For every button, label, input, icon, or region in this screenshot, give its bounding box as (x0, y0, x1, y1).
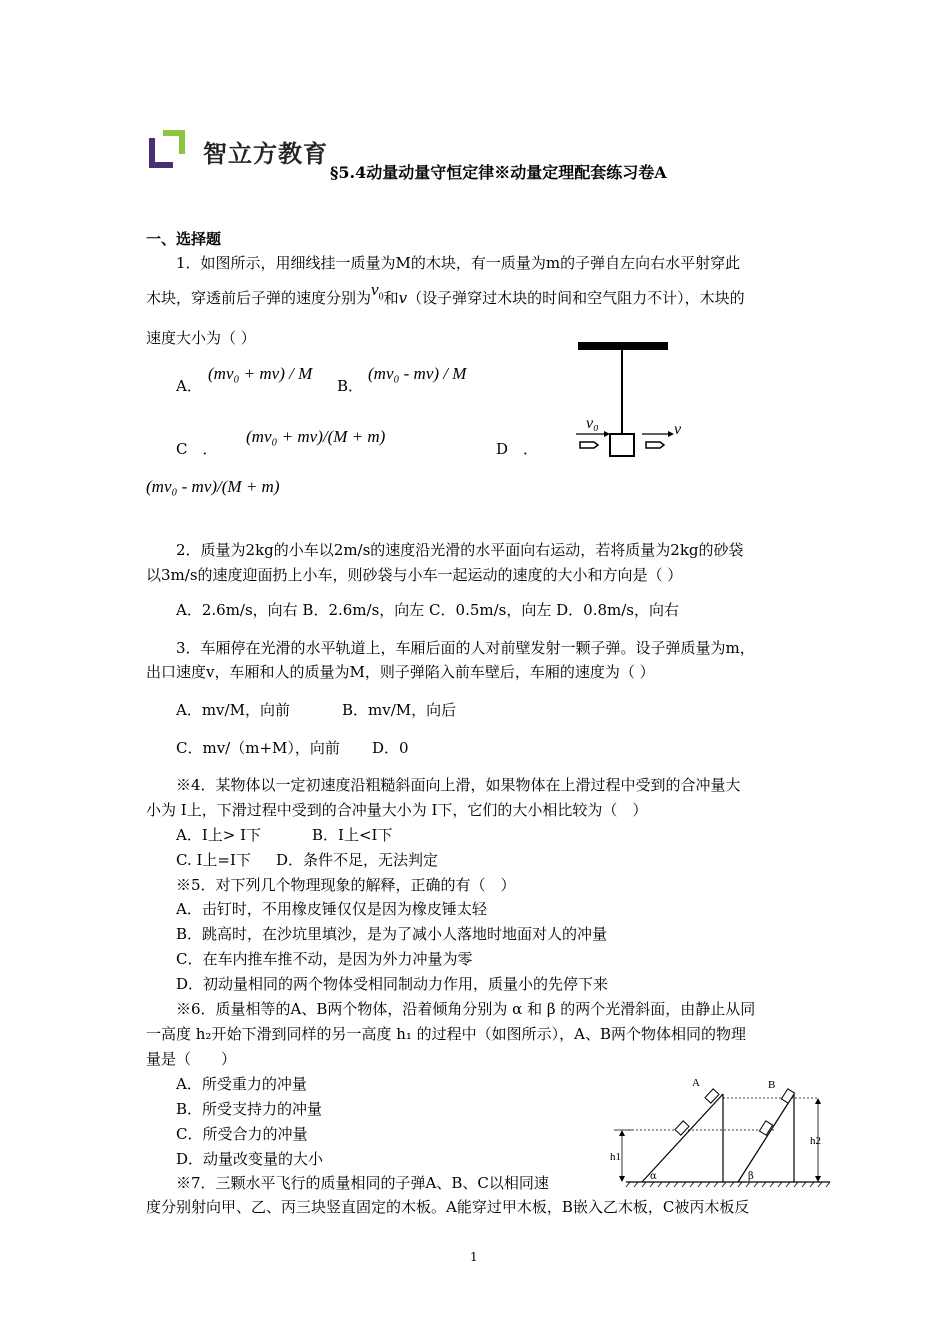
q6-fig-label-a: A (692, 1077, 700, 1089)
q6-fig-block-b-mid (759, 1121, 772, 1135)
q6-fig-h2-arrowhead-bottom (815, 1176, 821, 1182)
q6-fig-h1-arrowhead-top (619, 1130, 625, 1136)
q1-line2-post: （设子弹穿过木块的时间和空气阻力不计），木块的 (407, 289, 745, 307)
q6-figure (608, 1072, 838, 1192)
q6-fig-h2-arrowhead-top (815, 1098, 821, 1104)
q6-option-d: D．动量改变量的大小 (176, 1150, 324, 1168)
q1-line2 (146, 280, 745, 315)
q6-fig-h1-arrowhead-bottom (619, 1176, 625, 1182)
q7-line2: 度分别射向甲、乙、丙三块竖直固定的木板。A能穿过甲木板，B嵌入乙木板，C被丙木板反 (146, 1198, 750, 1216)
q1-option-a: (mv₀ + mv) / M (208, 364, 313, 383)
q1-v0-symbol: v (371, 280, 379, 299)
q1-fig-bullet-after (646, 442, 664, 448)
q4-option-b: B．I上<I下 (312, 826, 393, 844)
q2-options: A．2.6m/s，向右 B．2.6m/s，向左 C．0.5m/s，向左 D．0.8m/s，向右 (176, 601, 679, 619)
q1-figure (572, 338, 692, 468)
q6-fig-incline-b (738, 1094, 794, 1182)
q1-option-a-label: A． (176, 377, 202, 395)
q6-option-c: C．所受合力的冲量 (176, 1125, 308, 1143)
q6-line2: 一高度 h₂开始下滑到同样的另一高度 h₁ 的过程中（如图所示），A、B两个物体相同的物理 (146, 1025, 747, 1043)
logo (147, 128, 337, 172)
q1-v: v (398, 289, 408, 307)
q5-option-a: A．击钉时，不用橡皮锤仅仅是因为橡皮锤太轻 (176, 900, 487, 918)
q4-option-d: D．条件不足，无法判定 (276, 851, 439, 869)
q1-line1: 1．如图所示，用细线挂一质量为M的木块，有一质量为m的子弹自左向右水平射穿此 (176, 254, 741, 272)
q1-option-c-label: C ． (176, 440, 218, 458)
section-title: 一、选择题 (146, 230, 222, 248)
q4-option-c: C. I上=I下 (176, 851, 251, 869)
q6-fig-incline-a (642, 1094, 723, 1182)
q6-line3: 量是（ ） (146, 1050, 237, 1068)
q3-option-d: D．0 (372, 739, 409, 757)
q3-option-a: A．mv/M，向前 (176, 701, 290, 719)
q4-option-a: A．I上> I下 (176, 826, 262, 844)
q5-line1: ※5．对下列几个物理现象的解释，正确的有（ ） (176, 876, 516, 894)
q1-fig-label-v: v (674, 421, 682, 438)
q6-fig-block-b-top (781, 1089, 794, 1103)
q4-line2: 小为 I上，下滑过程中受到的合冲量大小为 I下，它们的大小相比较为（ ） (146, 801, 648, 819)
q1-line3: 速度大小为（ ） (146, 329, 256, 347)
q6-fig-ground-hatch (626, 1182, 830, 1187)
q5-option-d: D．初动量相同的两个物体受相同制动力作用，质量小的先停下来 (176, 975, 609, 993)
q3-line1: 3．车厢停在光滑的水平轨道上，车厢后面的人对前壁发射一颗子弹。设子弹质量为m， (176, 639, 755, 657)
q1-line2-pre: 木块，穿透前后子弹的速度分别为 (146, 289, 372, 307)
q1-option-b: (mv₀ - mv) / M (368, 364, 467, 383)
q2-line2: 以3m/s的速度迎面扔上小车，则砂袋与小车一起运动的速度的大小和方向是（ ） (146, 566, 683, 584)
q1-option-c: (mv₀ + mv)/(M + m) (246, 427, 386, 446)
q6-fig-label-alpha: α (650, 1171, 657, 1182)
q3-option-b: B．mv/M，向后 (342, 701, 457, 719)
q1-fig-bullet-before (580, 442, 598, 448)
q6-fig-label-h2: h2 (810, 1135, 821, 1147)
q6-fig-label-h1: h1 (610, 1151, 621, 1163)
logo-text: 智立方教育 (203, 140, 328, 168)
q6-fig-label-b: B (768, 1079, 776, 1091)
q7-line1: ※7．三颗水平飞行的质量相同的子弹A、B、C以相同速 (176, 1174, 549, 1192)
q4-line1: ※4．某物体以一定初速度沿粗糙斜面向上滑，如果物体在上滑过程中受到的合冲量大 (176, 776, 741, 794)
q1-option-d-label: D ． (496, 440, 539, 458)
q1-fig-label-v0: v₀ (586, 415, 599, 432)
q6-option-a: A．所受重力的冲量 (176, 1075, 307, 1093)
q1-option-b-label: B． (337, 377, 364, 395)
page-title: §5.4动量动量守恒定律※动量定理配套练习卷A (330, 163, 667, 182)
q6-option-b: B．所受支持力的冲量 (176, 1100, 323, 1118)
q1-fig-block (610, 434, 634, 456)
q6-line1: ※6．质量相等的A、B两个物体，沿着倾角分别为 α 和 β 的两个光滑斜面，由静止从同 (176, 1000, 756, 1018)
q5-option-b: B．跳高时，在沙坑里填沙，是为了减小人落地时地面对人的冲量 (176, 925, 608, 943)
q1-option-d: (mv₀ - mv)/(M + m) (146, 477, 280, 496)
q1-line2-mid: 和 (383, 289, 399, 307)
q6-fig-label-beta: β (748, 1171, 754, 1182)
q1-v0 (371, 280, 384, 303)
q1-fig-ceiling (578, 342, 668, 350)
logo-mark-icon (147, 128, 191, 172)
q5-option-c: C．在车内推车推不动，是因为外力冲量为零 (176, 950, 473, 968)
q1-v0-subscript: 0 (378, 291, 384, 303)
q3-option-c: C．mv/（m+M），向前 (176, 739, 340, 757)
q3-line2: 出口速度v，车厢和人的质量为M，则子弹陷入前车壁后，车厢的速度为（ ） (146, 663, 655, 681)
q2-line1: 2．质量为2kg的小车以2m/s的速度沿光滑的水平面向右运动，若将质量为2kg的砂袋 (176, 541, 744, 559)
page-number: 1 (470, 1250, 478, 1264)
